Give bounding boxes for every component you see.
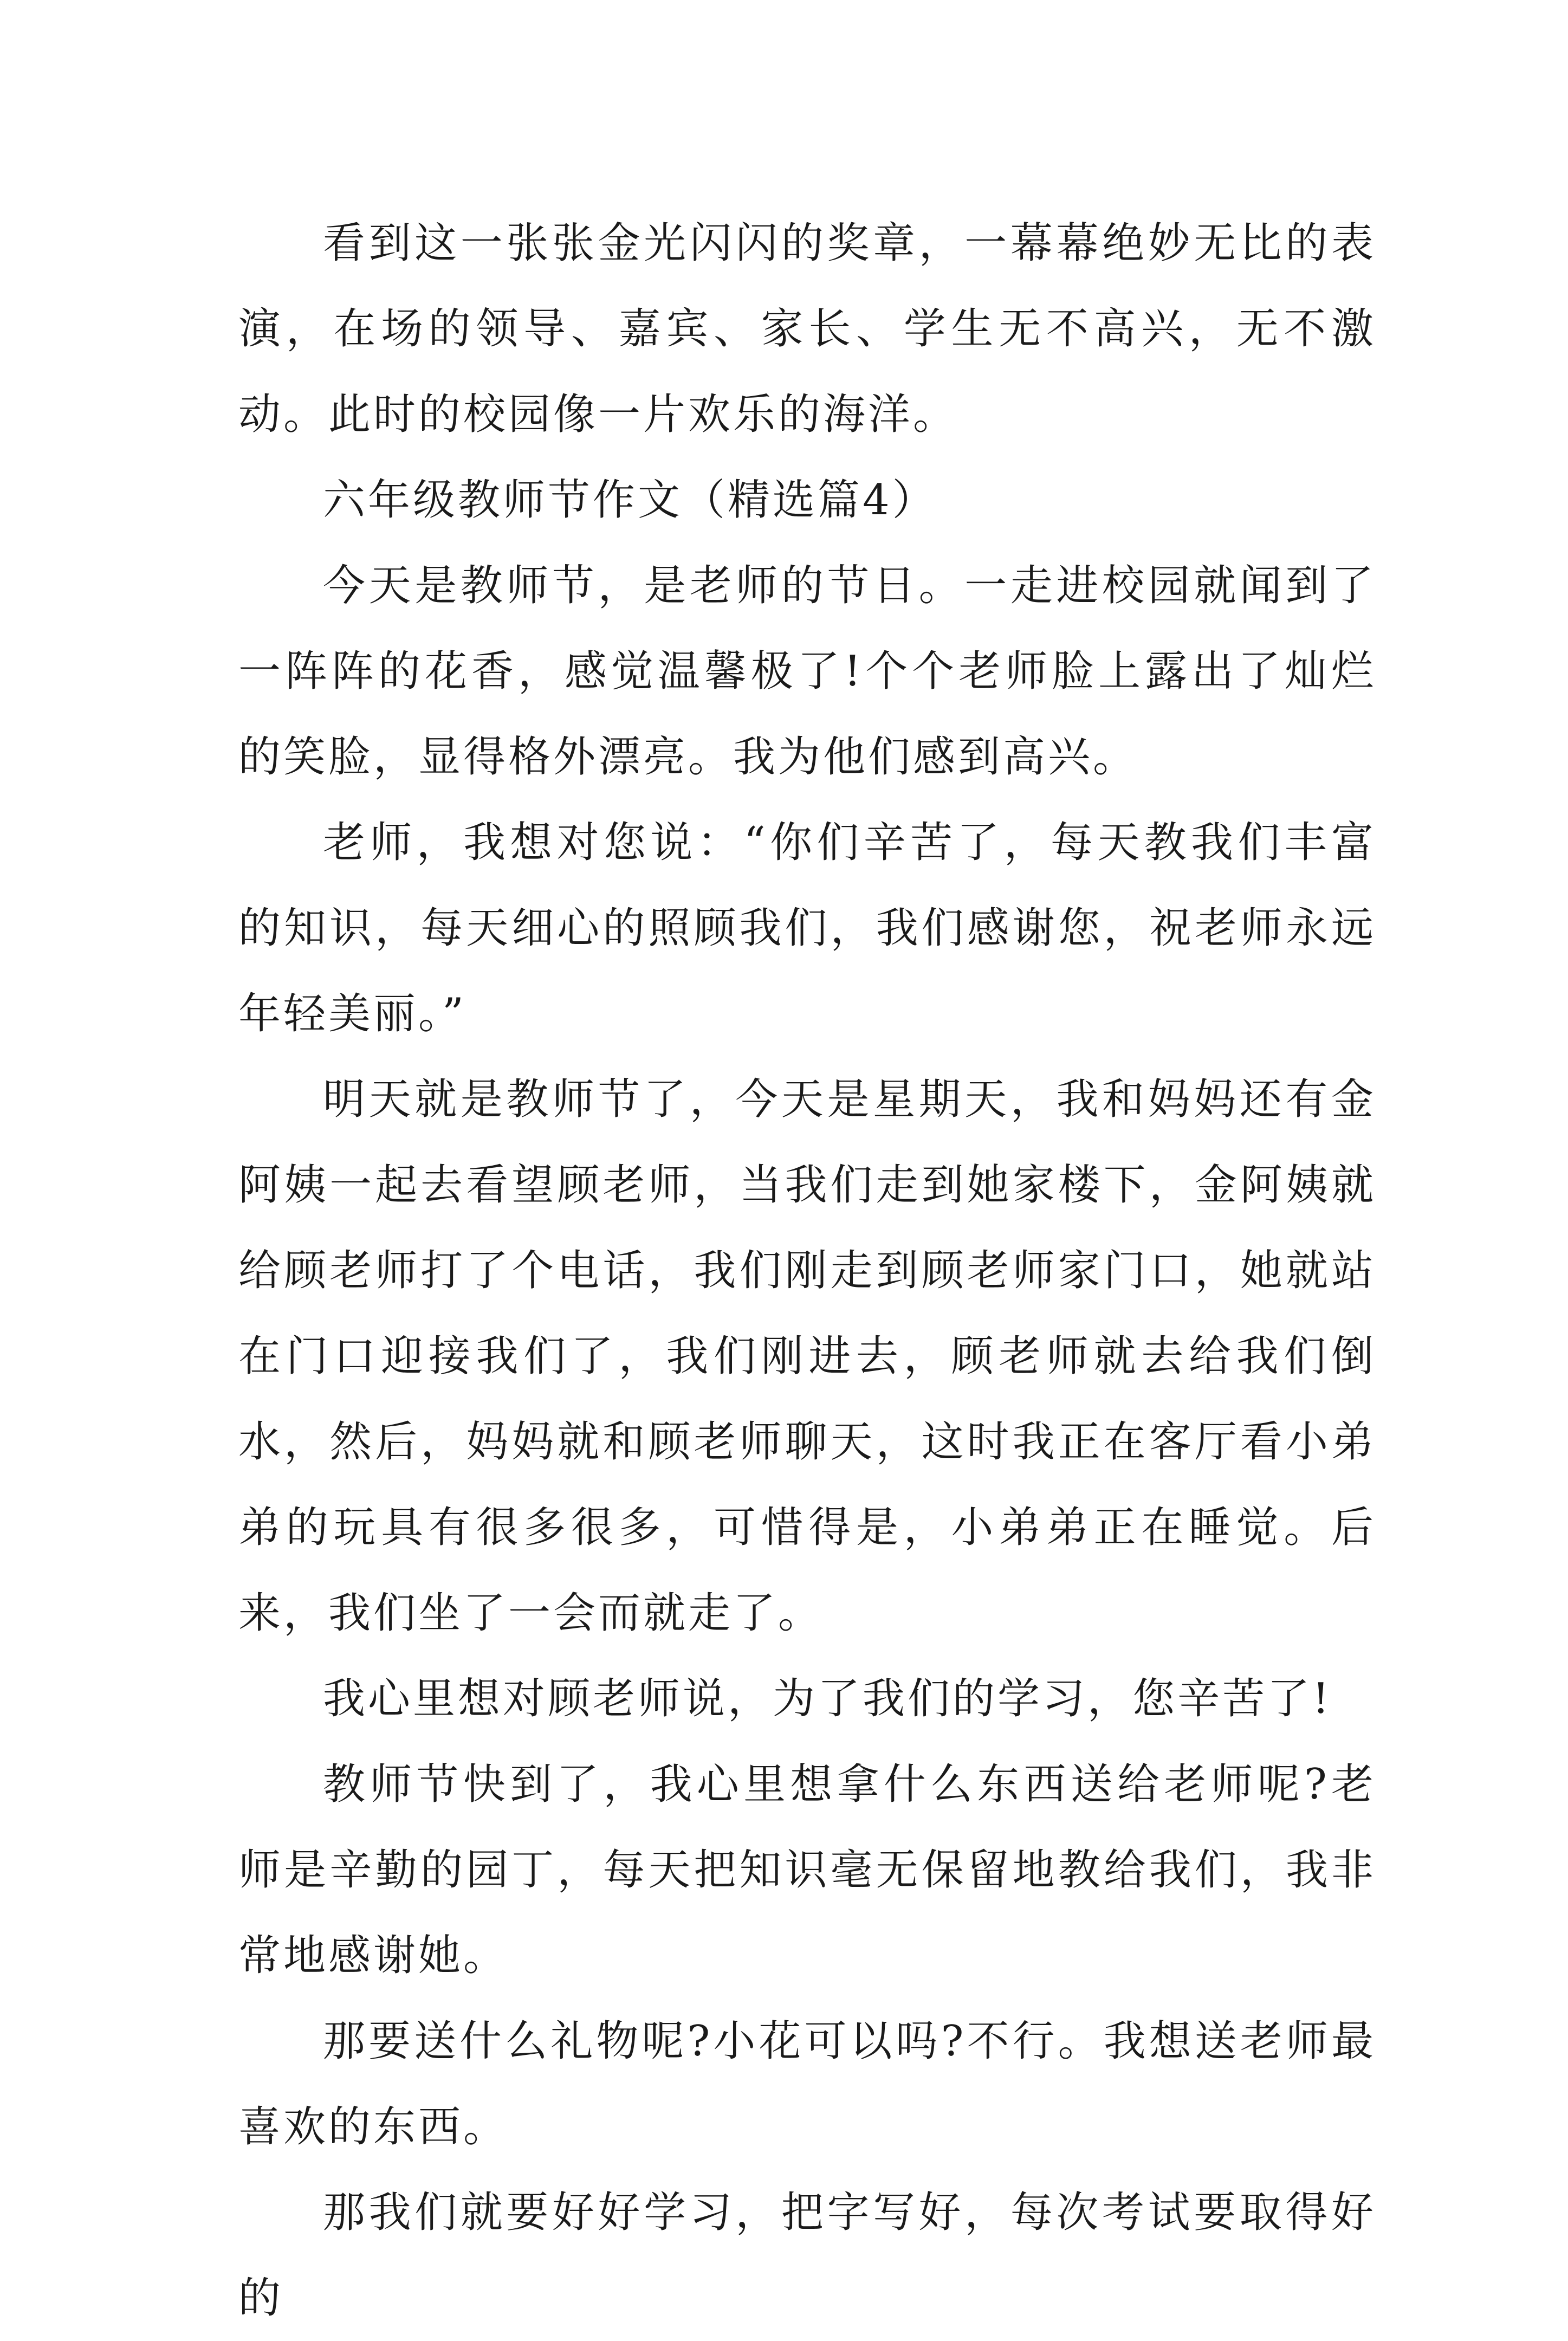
- section-heading: 六年级教师节作文（精选篇4）: [323, 476, 937, 525]
- paragraph-7: 那要送什么礼物呢?小花可以吗?不行。我想送老师最喜欢的东西。: [238, 2017, 1376, 2151]
- paragraph-2: 今天是教师节，是老师的节日。一走进校园就闻到了一阵阵的花香，感觉温馨极了!个个老师脸上露出了灿烂的笑脸，显得格外漂亮。我为他们感到高兴。: [238, 561, 1376, 781]
- paragraph-8: 那我们就要好好学习，把字写好，每次考试要取得好的: [238, 2188, 1376, 2323]
- paragraph-5: 我心里想对顾老师说，为了我们的学习，您辛苦了!: [323, 1674, 1332, 1723]
- paragraph-3: 老师，我想对您说：“你们辛苦了，每天教我们丰富的知识，每天细心的照顾我们，我们感谢您，祝老师永远年轻美丽。”: [238, 818, 1376, 1038]
- paragraph-4: 明天就是教师节了，今天是星期天，我和妈妈还有金阿姨一起去看望顾老师，当我们走到她家楼下，金阿姨就给顾老师打了个电话，我们刚走到顾老师家门口，她就站在门口迎接我们了，我们刚进去，顾老师就去给我们倒水，然后，妈妈就和顾老师聊天，这时我正在客厅看小弟弟的玩具有很多很多，可惜得是，小弟弟正在睡觉。后来，我们坐了一会而就走了。: [238, 1075, 1376, 1638]
- paragraph-1: 看到这一张张金光闪闪的奖章，一幕幕绝妙无比的表演，在场的领导、嘉宾、家长、学生无不高兴，无不激动。此时的校园像一片欢乐的海洋。: [238, 219, 1376, 439]
- document-body: [238, 201, 1376, 2341]
- paragraph-6: 教师节快到了，我心里想拿什么东西送给老师呢?老师是辛勤的园丁，每天把知识毫无保留地教给我们，我非常地感谢她。: [238, 1760, 1376, 1980]
